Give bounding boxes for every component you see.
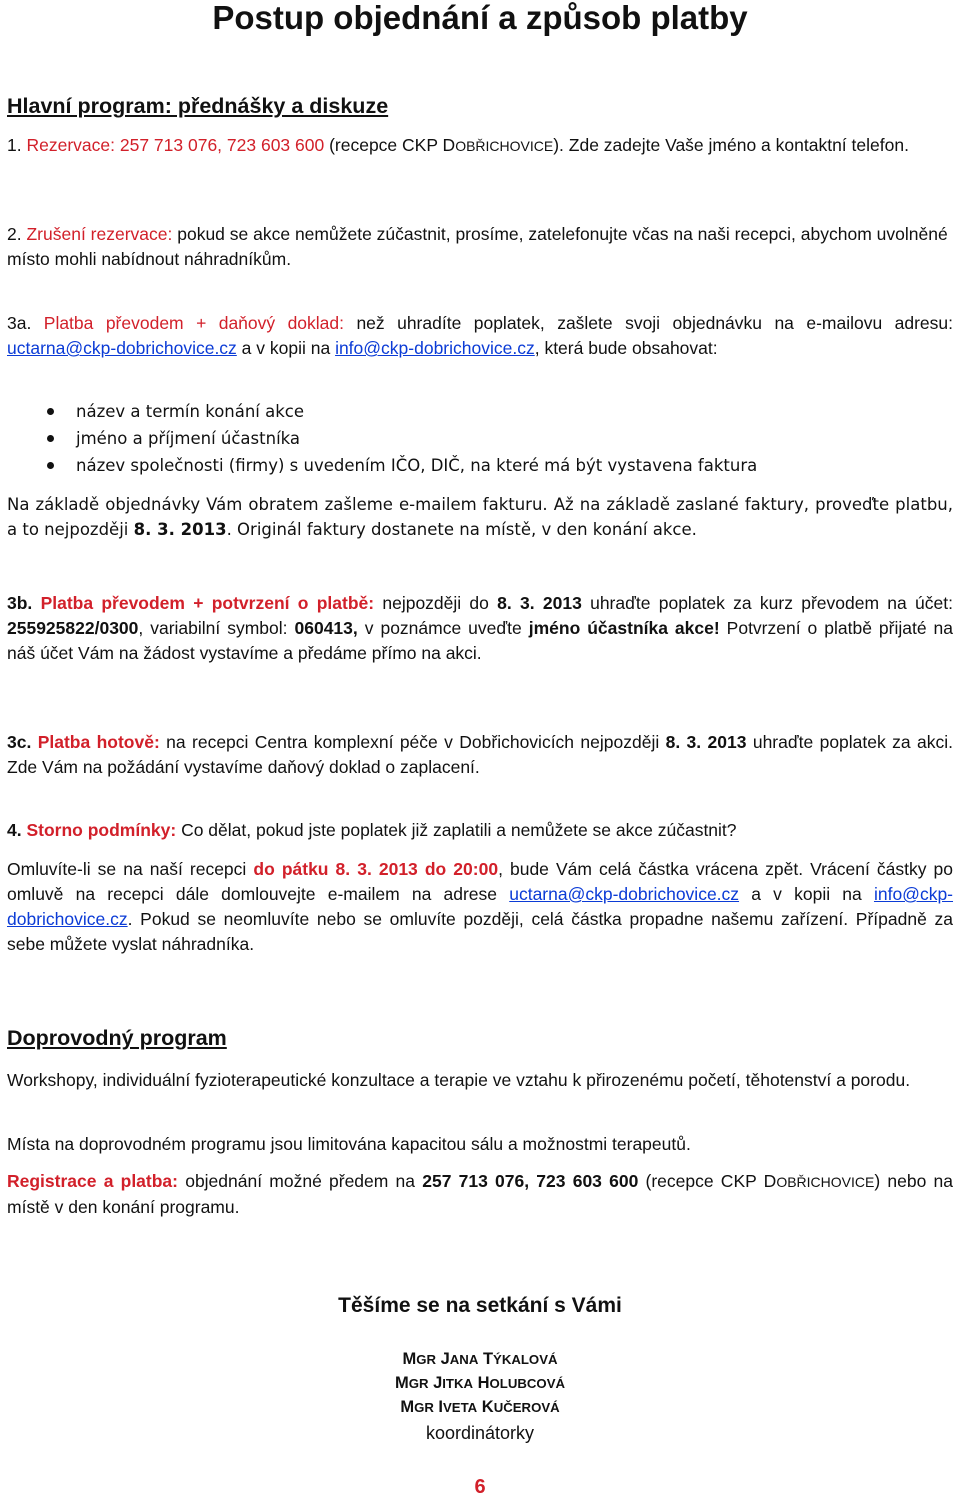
main-program-heading: Hlavní program: přednášky a diskuze bbox=[7, 94, 389, 118]
item-3a-text-c: , která bude obsahovat: bbox=[534, 338, 718, 358]
item-4-deadline: do pátku 8. 3. 2013 do 20:00 bbox=[253, 859, 499, 879]
item-3b-note: jméno účastníka akce! bbox=[528, 618, 720, 638]
closing-greeting: Těšíme se na setkání s Vámi bbox=[338, 1294, 622, 1317]
item-2-number: 2. bbox=[7, 224, 22, 244]
item-4-email-accounting-link[interactable]: uctarna@ckp-dobrichovice.cz bbox=[509, 884, 740, 904]
page-number: 6 bbox=[474, 1476, 486, 1498]
item-3b-text-e: Potvrzení o platbě přijaté na náš účet Vám na žádost vystavíme a předáme přímo na akci. bbox=[7, 618, 954, 663]
sig-1-first-initial: J bbox=[436, 1350, 450, 1368]
signature-1 bbox=[0, 1347, 960, 1372]
list-item-text: jméno a příjmení účastníka bbox=[76, 429, 301, 448]
sig-1-initial: M bbox=[402, 1350, 417, 1368]
item-1-text-b: ). Zde zadejte Vaše jméno a kontaktní telefon. bbox=[553, 135, 909, 155]
item-3c-date: 8. 3. 2013 bbox=[665, 732, 747, 752]
item-3b-text-d: v poznámce uveďte bbox=[357, 618, 529, 638]
signature-2 bbox=[0, 1371, 960, 1396]
item-3a-text-a: než uhradíte poplatek, zašlete svoji objednávku na e-mailovu adresu: bbox=[344, 313, 954, 333]
item-3a-p2-text-b: . Originál faktury dostanete na místě, v den konání akce. bbox=[226, 520, 697, 539]
sig-1-title-rest: GR bbox=[416, 1352, 437, 1367]
item-3b-text-c: , variabilní symbol: bbox=[138, 618, 295, 638]
sig-2-last-initial: H bbox=[473, 1374, 490, 1392]
registration-label: Registrace a platba: bbox=[7, 1171, 178, 1191]
registration-text-b: (recepce CKP D bbox=[638, 1171, 777, 1191]
item-2-cancellation bbox=[7, 222, 953, 272]
item-3c-text-b: uhraďte poplatek za akci. Zde Vám na požádání vystavíme daňový doklad o zaplacení. bbox=[7, 732, 953, 777]
item-3b-number: 3b. bbox=[7, 593, 33, 613]
sig-2-last-rest: OLUBCOVÁ bbox=[489, 1376, 566, 1391]
registration-phones: 257 713 076, 723 603 600 bbox=[422, 1171, 639, 1191]
side-program-registration bbox=[7, 1169, 953, 1220]
item-4-p2-text-d: . Pokud se neomluvíte nebo se omluvíte později, celá částka propadne našemu zařízení. Případně za sebe můžete vyslat náhradníka. bbox=[7, 909, 953, 954]
item-3c-text-a: na recepci Centra komplexní péče v Dobřichovicích nejpozději bbox=[159, 732, 666, 752]
list-item bbox=[47, 452, 757, 479]
bullet-icon bbox=[47, 408, 54, 415]
sig-2-initial: M bbox=[394, 1374, 409, 1392]
item-4-email-info-link[interactable]: info@ckp-dobrichovice.cz bbox=[7, 884, 954, 929]
signatories-role: koordinátorky bbox=[425, 1423, 535, 1443]
side-program-description: Workshopy, individuální fyzioterapeutické konzultace a terapie ve vztahu k přirozenému početí, těhotenství a porodu. bbox=[7, 1070, 911, 1090]
item-4-label: Storno podmínky: bbox=[26, 820, 177, 840]
item-1-text-a: (recepce CKP D bbox=[324, 135, 456, 155]
signature-3 bbox=[0, 1395, 960, 1420]
item-1-reservation bbox=[7, 133, 953, 159]
item-3b-variable-symbol: 060413, bbox=[294, 618, 358, 638]
list-item bbox=[47, 398, 757, 425]
item-3b-date: 8. 3. 2013 bbox=[497, 593, 582, 613]
item-4-number: 4. bbox=[7, 820, 22, 840]
registration-smallcaps: OBŘICHOVICE bbox=[776, 1174, 875, 1190]
sig-1-first-rest: ANA bbox=[449, 1352, 479, 1367]
sig-3-title-rest: GR bbox=[414, 1400, 434, 1415]
item-3b-label: Platba převodem + potvrzení o platbě: bbox=[40, 593, 375, 613]
item-3a-email-info-link[interactable]: info@ckp-dobrichovice.cz bbox=[335, 338, 535, 358]
item-4-storno bbox=[7, 818, 953, 843]
registration-text-a: objednání možné předem na bbox=[178, 1171, 423, 1191]
list-item-text: název společnosti (firmy) s uvedením IČO, DIČ, na které má být vystavena faktura bbox=[76, 456, 758, 475]
item-2-text: pokud se akce nemůžete zúčastnit, prosíme, zatelefonujte včas na naši recepci, abychom uvolněné místo mohli nabídnout náhradníkům. bbox=[7, 224, 948, 269]
item-4-p2-text-a: Omluvíte-li se na naší recepci bbox=[7, 859, 254, 879]
item-3b-text-a: nejpozději do bbox=[374, 593, 498, 613]
bullet-icon bbox=[47, 435, 54, 442]
sig-3-last-rest: UČEROVÁ bbox=[493, 1400, 560, 1415]
item-3c-label: Platba hotově: bbox=[37, 732, 160, 752]
item-3a-transfer-invoice bbox=[7, 311, 953, 361]
list-item bbox=[47, 425, 757, 452]
item-3a-label: Platba převodem + daňový doklad: bbox=[43, 313, 345, 333]
side-program-heading: Doprovodný program bbox=[7, 1026, 227, 1050]
item-3a-p2-text-a: Na základě objednávky Vám obratem zašleme e-mailem fakturu. Až na základě zaslané faktury, proveďte platbu, a to nejpozději bbox=[7, 495, 953, 539]
sig-1-last-initial: T bbox=[478, 1350, 494, 1368]
item-4-text: Co dělat, pokud jste poplatek již zaplatili a nemůžete se akce zúčastnit? bbox=[176, 820, 737, 840]
page-title: Postup objednání a způsob platby bbox=[212, 0, 748, 36]
order-contents-list bbox=[47, 398, 757, 479]
item-1-smallcaps: OBŘICHOVICE bbox=[455, 138, 554, 154]
item-3a-email-accounting-link[interactable]: uctarna@ckp-dobrichovice.cz bbox=[7, 338, 237, 358]
sig-2-first-initial: J bbox=[428, 1374, 443, 1392]
item-1-number: 1. bbox=[7, 135, 22, 155]
sig-3-first-initial: I bbox=[433, 1398, 444, 1416]
item-3a-number: 3a. bbox=[7, 313, 32, 333]
sig-3-initial: M bbox=[400, 1398, 415, 1416]
sig-2-title-rest: GR bbox=[408, 1376, 429, 1391]
item-3c-cash-payment bbox=[7, 730, 953, 780]
side-program-capacity: Místa na doprovodném programu jsou limitována kapacitou sálu a možnostmi terapeutů. bbox=[7, 1134, 691, 1154]
item-3a-text-b: a v kopii na bbox=[236, 338, 336, 358]
item-3b-account: 255925822/0300 bbox=[7, 618, 139, 638]
item-4-refund-paragraph bbox=[7, 857, 953, 957]
item-4-p2-text-b: , bude Vám celá částka vrácena zpět. Vrácení částky po omluvě na recepci dále domlouvejte e-mailem na adrese bbox=[7, 859, 953, 904]
sig-2-first-rest: ITKA bbox=[442, 1376, 474, 1391]
item-3a-invoice-paragraph bbox=[7, 492, 953, 542]
item-3c-number: 3c. bbox=[7, 732, 32, 752]
sig-3-last-initial: K bbox=[477, 1398, 494, 1416]
item-1-label: Rezervace: 257 713 076, 723 603 600 bbox=[26, 135, 325, 155]
sig-3-first-rest: VETA bbox=[443, 1400, 478, 1415]
item-3b-transfer-confirmation bbox=[7, 591, 953, 666]
list-item-text: název a termín konání akce bbox=[76, 402, 305, 421]
registration-text-c: ) nebo na místě v den konání programu. bbox=[7, 1171, 953, 1217]
item-2-label: Zrušení rezervace: bbox=[26, 224, 173, 244]
item-4-p2-text-c: a v kopii na bbox=[739, 884, 874, 904]
sig-1-last-rest: ÝKALOVÁ bbox=[493, 1352, 558, 1367]
bullet-icon bbox=[47, 462, 54, 469]
item-3b-text-b: uhraďte poplatek za kurz převodem na účet: bbox=[581, 593, 953, 613]
item-3a-p2-date: 8. 3. 2013 bbox=[133, 520, 227, 539]
